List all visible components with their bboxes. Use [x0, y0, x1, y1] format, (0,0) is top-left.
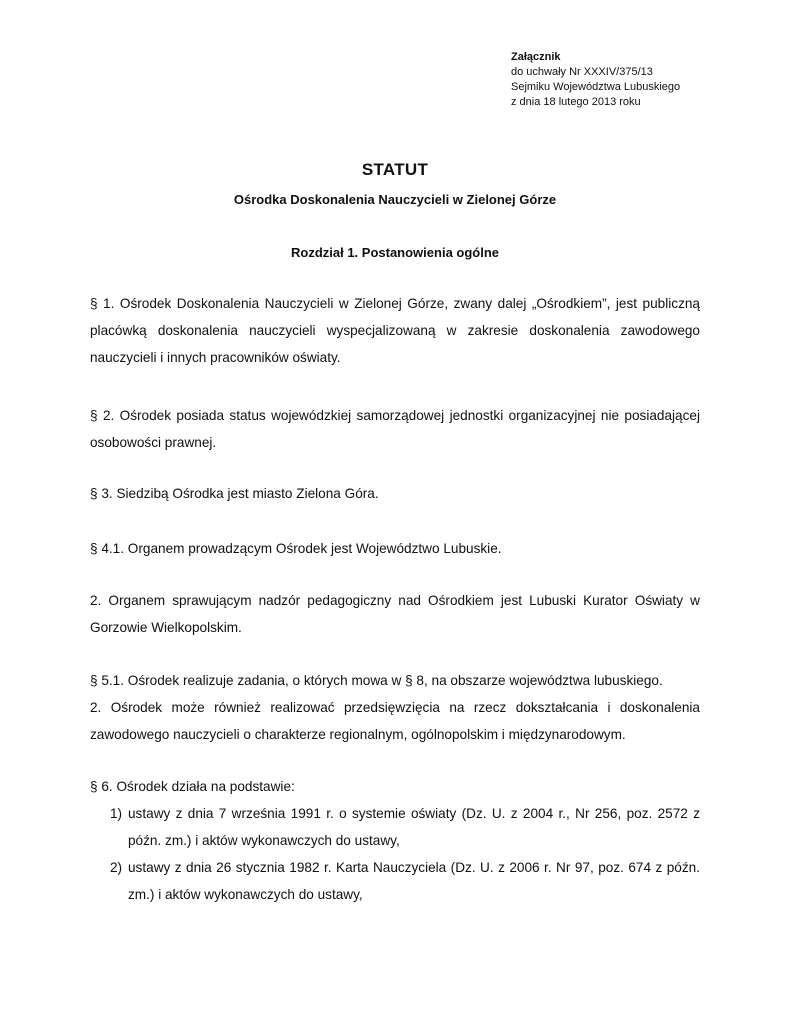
list-item-number: 1) — [110, 806, 123, 821]
paragraph-4-2: 2. Organem sprawującym nadzór pedagogiczny nad Ośrodkiem jest Lubuski Kurator Oświaty w Gorzowie Wielkopolskim. — [90, 593, 700, 635]
list-item-text: ustawy z dnia 26 stycznia 1982 r. Karta Nauczyciela (Dz. U. z 2006 r. Nr 97, poz. 674 z późn. zm.) i aktów wykonawczych do ustawy, — [128, 860, 700, 902]
annex-note — [511, 50, 771, 110]
paragraph-5-2: 2. Ośrodek może również realizować przedsięwzięcia na rzecz dokształcania i doskonalenia zawodowego nauczycieli o charakterze regionalnym, ogólnopolskim i międzynarodowym. — [90, 700, 700, 742]
paragraph-3: § 3. Siedzibą Ośrodka jest miasto Zielona Góra. — [90, 486, 379, 501]
paragraph-4-1: § 4.1. Organem prowadzącym Ośrodek jest Województwo Lubuskie. — [90, 541, 502, 556]
document-title: STATUT — [361, 160, 429, 179]
annex-line-assembly: Sejmiku Województwa Lubuskiego — [511, 81, 681, 93]
list-item — [90, 800, 700, 854]
document-subtitle: Ośrodka Doskonalenia Nauczycieli w Zielonej Górze — [233, 192, 557, 207]
paragraph-6: § 6. Ośrodek działa na podstawie: — [90, 779, 295, 794]
annex-line-resolution: do uchwały Nr XXXIV/375/13 — [511, 66, 653, 78]
legal-basis-list — [90, 800, 700, 908]
list-item-text: ustawy z dnia 7 września 1991 r. o systemie oświaty (Dz. U. z 2004 r., Nr 256, poz. 2572 z późn. zm.) i aktów wykonawczych do ustawy, — [128, 806, 700, 848]
list-item — [90, 854, 700, 908]
annex-title: Załącznik — [511, 51, 561, 63]
paragraph-2: § 2. Ośrodek posiada status wojewódzkiej samorządowej jednostki organizacyjnej nie posiadającej osobowości prawnej. — [90, 408, 700, 450]
paragraph-1: § 1. Ośrodek Doskonalenia Nauczycieli w Zielonej Górze, zwany dalej „Ośrodkiem”, jest publiczną placówką doskonalenia nauczycieli wyspecjalizowaną w zakresie doskonalenia zawodowego nauczycieli i innych pracowników oświaty. — [90, 296, 700, 365]
list-item-number: 2) — [110, 860, 123, 875]
annex-line-date: z dnia 18 lutego 2013 roku — [511, 96, 641, 108]
chapter-heading: Rozdział 1. Postanowienia ogólne — [290, 245, 500, 260]
paragraph-5-1: § 5.1. Ośrodek realizuje zadania, o których mowa w § 8, na obszarze województwa lubuskiego. — [90, 673, 663, 688]
